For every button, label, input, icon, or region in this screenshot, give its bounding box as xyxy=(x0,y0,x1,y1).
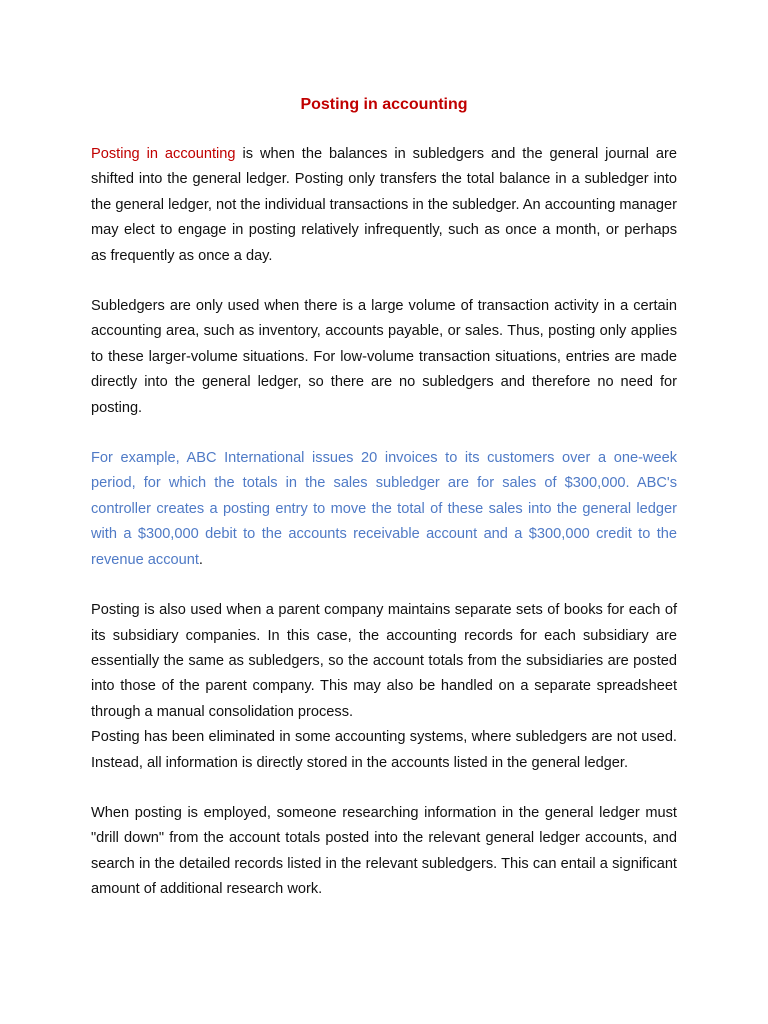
document-title: Posting in accounting xyxy=(300,96,468,113)
paragraph-subledgers: Subledgers are only used when there is a large volume of transaction activity in a certain accounting area, such as inventory, accounts payable, or sales. Thus, posting only applies to these larger-volume situations. For low-volume transaction situations, entries are made directly into the general ledger, so there are no subledgers and therefore no need for posting. xyxy=(91,298,677,416)
paragraph-parent-company: Posting is also used when a parent company maintains separate sets of books for each of its subsidiary companies. In this case, the accounting records for each subsidiary are essentially the same as subledgers, so the account totals from the subsidiaries are posted into those of the parent company. This may also be handled on a separate spreadsheet through a manual consolidation process. xyxy=(91,602,677,720)
example-text: For example, ABC International issues 20 invoices to its customers over a one-week period, for which the totals in the sales subledger are for sales of $300,000. ABC's controller creates a posting entry to move the total of these sales into the general ledger with a $300,000 debit to the accounts receivable account and a $300,000 credit to the revenue account xyxy=(91,450,677,568)
paragraph-gap xyxy=(91,573,677,598)
document-page xyxy=(91,94,677,903)
highlighted-term: Posting in accounting xyxy=(91,146,236,162)
paragraph-example xyxy=(91,446,677,573)
paragraph-eliminated: Posting has been eliminated in some accounting systems, where subledgers are not used. Instead, all information is directly stored in the accounts listed in the general ledger. xyxy=(91,729,677,771)
paragraph-gap xyxy=(91,776,677,801)
example-period: . xyxy=(198,551,203,568)
paragraph-drill-down: When posting is employed, someone researching information in the general ledger must "drill down" from the account totals posted into the relevant general ledger accounts, and search in the detailed records listed in the relevant subledgers. This can entail a significant amount of additional research work. xyxy=(91,804,677,898)
paragraph-gap xyxy=(91,421,677,446)
paragraph-definition xyxy=(91,142,677,269)
paragraph-definition-text: is when the balances in subledgers and the general journal are shifted into the general ledger. Posting only transfers the total balance in a subledger into the general ledger, not the individual transactions in the subledger. An accounting manager may elect to engage in posting relatively infrequently, such as once a month, or perhaps as frequently as once a day. xyxy=(91,146,677,264)
paragraph-gap xyxy=(91,269,677,294)
